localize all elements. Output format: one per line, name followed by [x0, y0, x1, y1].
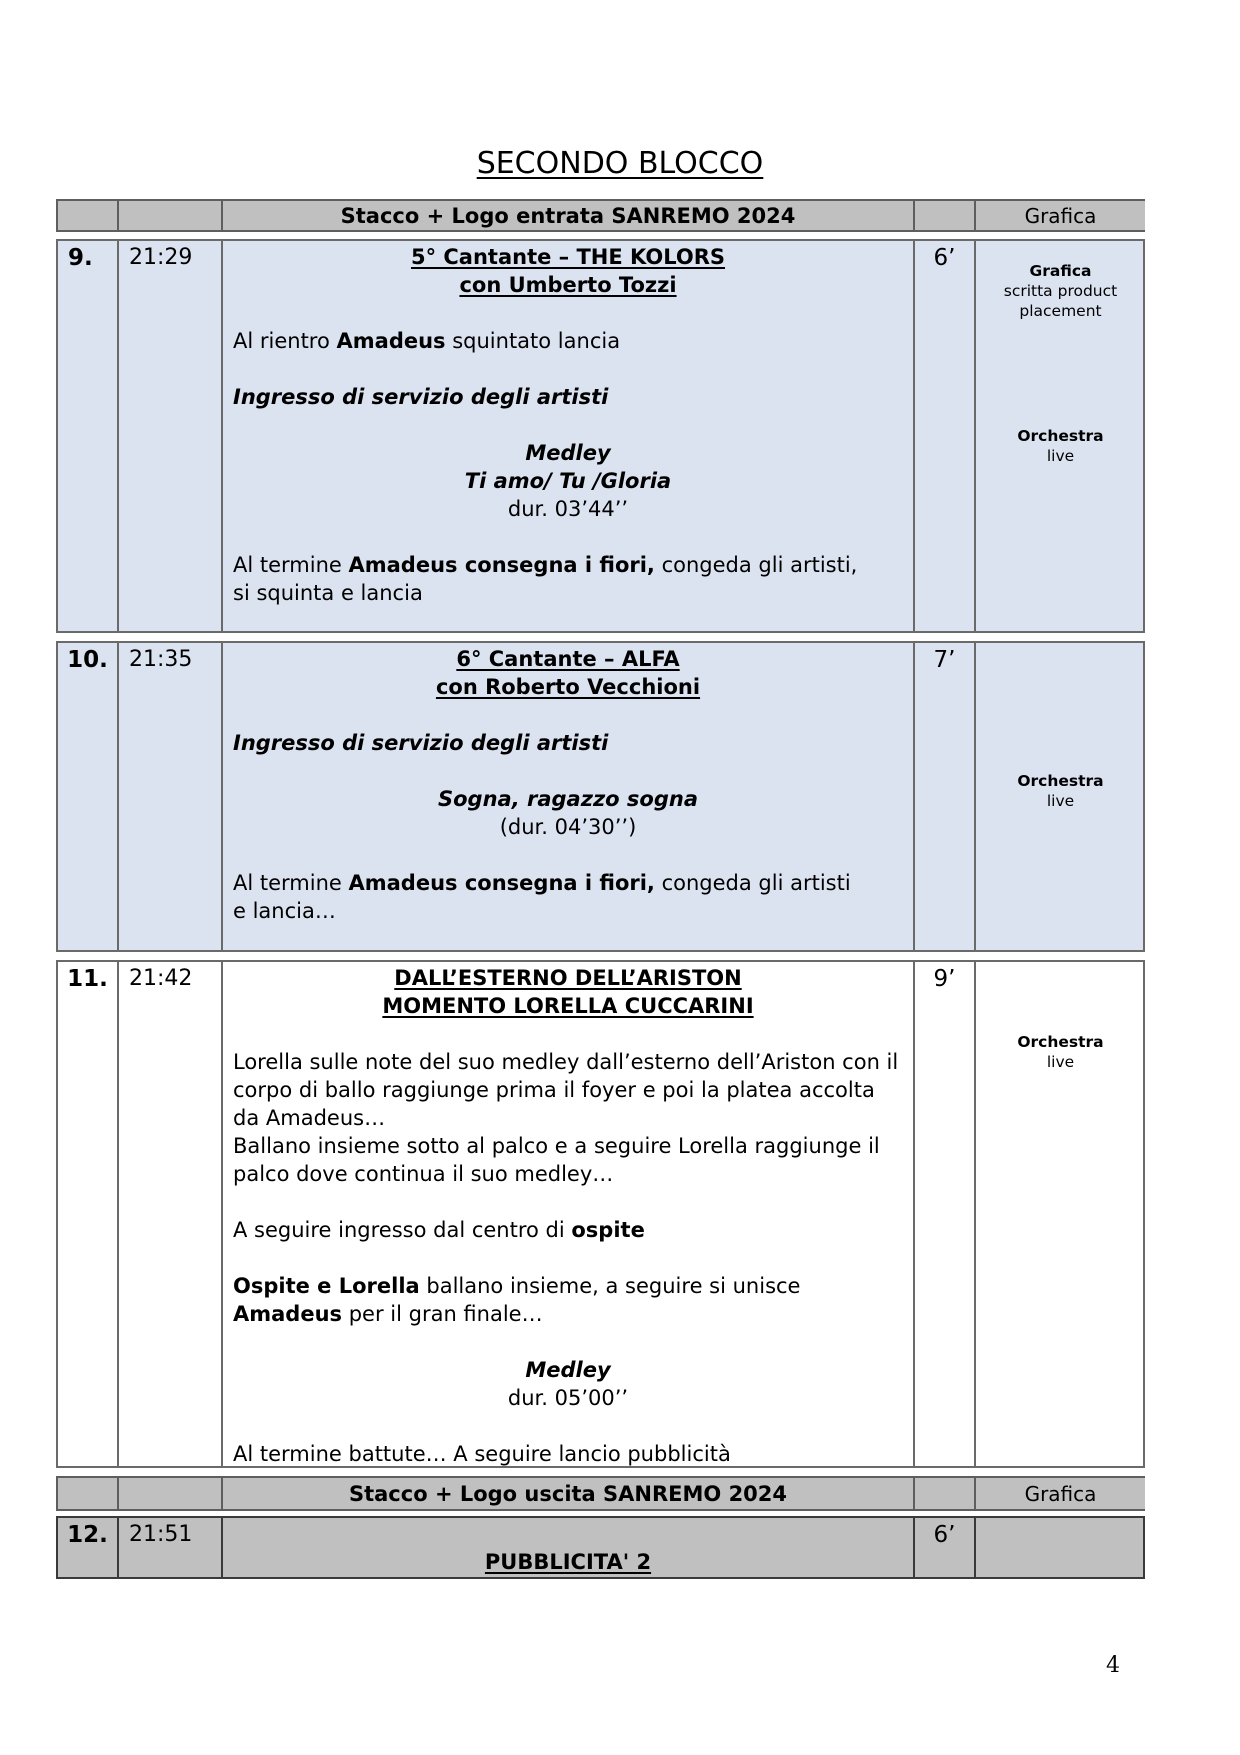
header-label: Stacco + Logo uscita SANREMO 2024	[348, 1481, 788, 1506]
row-content-cell	[221, 241, 913, 631]
header-cell-content	[221, 201, 913, 230]
row-heading-line2: con Umberto Tozzi	[459, 273, 677, 297]
row-content	[233, 645, 903, 925]
table-row	[56, 239, 1145, 633]
row-duration: 6’	[933, 245, 956, 271]
row-paragraph: Ospite e Lorella ballano insieme, a seguire si unisce Amadeus per il gran finale…	[233, 1274, 801, 1326]
table-row	[56, 641, 1145, 952]
page-title	[0, 146, 1240, 182]
row-heading-line2: MOMENTO LORELLA CUCCARINI	[382, 994, 754, 1018]
row-heading-line2: con Roberto Vecchioni	[435, 675, 701, 699]
row-duration-cell	[913, 643, 974, 950]
row-ingresso: Ingresso di servizio degli artisti	[233, 385, 609, 409]
row-time-cell	[117, 962, 221, 1466]
header-cell-num	[58, 1478, 117, 1509]
header-cell-content	[221, 1478, 913, 1509]
row-content	[233, 243, 903, 607]
row-paragraph: Al rientro Amadeus squintato lancia	[233, 329, 621, 353]
pubblicita-label: PUBBLICITA' 2	[484, 1550, 652, 1574]
row-number-cell	[58, 1518, 117, 1577]
row-heading-line1: 5° Cantante – THE KOLORS	[410, 245, 726, 269]
row-notes-cell	[974, 962, 1145, 1466]
row-number-cell	[58, 241, 117, 631]
page-number: 4	[1106, 1653, 1120, 1678]
row-notes-cell	[974, 241, 1145, 631]
table-row	[56, 960, 1145, 1468]
song-duration: dur. 03’44’’	[507, 497, 629, 521]
row-content	[233, 1548, 903, 1576]
header-right-label: Grafica	[1024, 1481, 1097, 1506]
row-paragraph: Al termine Amadeus consegna i fiori, congeda gli artisti, si squinta e lancia	[233, 553, 858, 605]
header-cell-notes	[974, 1478, 1145, 1509]
header-right-label: Grafica	[1024, 203, 1097, 228]
header-label: Stacco + Logo entrata SANREMO 2024	[340, 203, 796, 228]
row-number: 12.	[67, 1522, 108, 1548]
row-duration-cell	[913, 241, 974, 631]
row-content	[233, 964, 903, 1468]
row-number: 10.	[67, 647, 108, 673]
note-orchestra: Orchestra live	[1017, 772, 1104, 810]
song-title: Medley	[525, 441, 611, 465]
row-time: 21:35	[129, 647, 193, 672]
row-content-cell	[221, 962, 913, 1466]
row-number: 11.	[67, 966, 108, 992]
header-stacco-entrata	[56, 199, 1145, 232]
row-duration: 7’	[933, 647, 956, 673]
row-paragraph: A seguire ingresso dal centro di ospite	[233, 1218, 645, 1242]
song-title: Sogna, ragazzo sogna	[438, 787, 698, 811]
row-duration-cell	[913, 962, 974, 1466]
row-time-cell	[117, 1518, 221, 1577]
header-cell-time	[117, 201, 221, 230]
header-stacco-uscita	[56, 1476, 1145, 1511]
row-duration: 6’	[933, 1522, 956, 1548]
row-duration: 9’	[933, 966, 956, 992]
table-row-pubblicita	[56, 1516, 1145, 1579]
song-subtitle: Ti amo/ Tu /Gloria	[464, 469, 672, 493]
header-cell-notes	[974, 201, 1145, 230]
row-paragraph: Lorella sulle note del suo medley dall’esterno dell’Ariston con il corpo di ballo raggiunge prima il foyer e poi la platea accolta da Amadeus…	[233, 1050, 899, 1130]
row-content-cell	[221, 1518, 913, 1577]
row-number: 9.	[68, 245, 93, 271]
page-title-text: SECONDO BLOCCO	[476, 146, 764, 181]
row-ingresso: Ingresso di servizio degli artisti	[233, 731, 609, 755]
row-number-cell	[58, 962, 117, 1466]
row-notes-cell	[974, 643, 1145, 950]
note-orchestra: Orchestra live	[1017, 427, 1104, 465]
song-title: Medley	[525, 1358, 611, 1382]
row-heading-line1: DALL’ESTERNO DELL’ARISTON	[394, 966, 742, 990]
row-heading-line1: 6° Cantante – ALFA	[456, 647, 680, 671]
header-cell-dur	[913, 1478, 974, 1509]
row-number-cell	[58, 643, 117, 950]
header-cell-dur	[913, 201, 974, 230]
note-orchestra: Orchestra live	[1017, 1033, 1104, 1071]
row-time: 21:51	[129, 1522, 193, 1547]
row-notes-cell	[974, 1518, 1145, 1577]
row-duration-cell	[913, 1518, 974, 1577]
row-content-cell	[221, 643, 913, 950]
row-paragraph: Ballano insieme sotto al palco e a seguire Lorella raggiunge il palco dove continua il suo medley…	[233, 1134, 880, 1186]
song-duration: dur. 05’00’’	[507, 1386, 629, 1410]
note-grafica: Grafica scritta product placement	[1003, 262, 1118, 320]
header-cell-time	[117, 1478, 221, 1509]
header-cell-num	[58, 201, 117, 230]
row-time-cell	[117, 643, 221, 950]
row-time: 21:42	[129, 966, 193, 991]
row-time-cell	[117, 241, 221, 631]
song-duration: (dur. 04’30’’)	[499, 815, 637, 839]
row-paragraph: Al termine Amadeus consegna i fiori, congeda gli artisti e lancia…	[233, 871, 851, 923]
row-paragraph: Al termine battute… A seguire lancio pubblicità	[233, 1442, 731, 1466]
row-time: 21:29	[129, 245, 193, 270]
